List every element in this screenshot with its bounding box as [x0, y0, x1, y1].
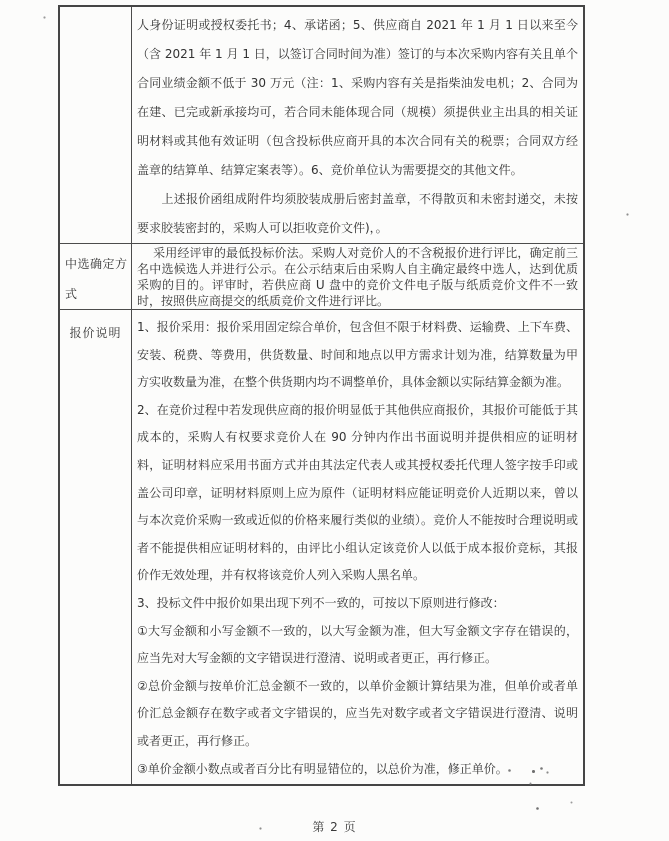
row-label-quotation-notes: 报价说明: [60, 310, 132, 784]
paragraph: 人身份证明或授权委托书；4、承诺函；5、供应商自 2021 年 1 月 1 日以来至今（含 2021 年 1 月 1 日，以签订合同时间为准）签订的与本次采购内容有关且单个合同业绩金额不低于 30 万元（注：1、采购内容有关是指柴油发电机；2、合同为在建、已完或新承接均可，若合同未能体现合同（规模）须提供业主出具的相关证明材料或其他有效证明（包含投标供应商开具的本次合同有关的税票；合同双方经盖章的结算单、结算定案表等）。6、竞价单位认为需要提交的其他文件。: [137, 18, 578, 177]
table-row-quotation-notes: [60, 310, 583, 784]
table-row-continuation: [60, 7, 583, 244]
paragraph: 1、报价采用：报价采用固定综合单价，包含但不限于材料费、运输费、上下车费、安装、税费、等费用，供货数量、时间和地点以甲方需求计划为准，结算数量为甲方实收数量为准，在整个供货期内均不调整单价，具体金额以实际结算金额为准。: [137, 320, 578, 390]
page-number-footer: 第 2 页: [312, 820, 357, 834]
paragraph: ①大写金额和小写金额不一致的，以大写金额为准，但大写金额文字存在错误的，应当先对大写金额的文字错误进行澄清、说明或者更正，再行修正。: [137, 623, 578, 666]
paragraph: 2、在竞价过程中若发现供应商的报价明显低于其他供应商报价，其报价可能低于其成本的，采购人有权要求竞价人在 90 分钟内作出书面说明并提供相应的证明材料，证明材料应采用书面方式并由其法定代表人或其授权委托代理人签字按手印或盖公司印章，证明材料原则上应为原件（证明材料应能证明竞价人近期以来，曾以与本次竞价采购一致或近似的价格来履行类似的业绩）。竞价人不能按时合理说明或者不能提供相应证明材料的，由评比小组认定该竞价人以低于成本报价竞标，其报价作无效处理，并有权将该竞价人列入采购人黑名单。: [137, 402, 578, 583]
paragraph: ②总价金额与按单价汇总金额不一致的，以单价金额计算结果为准，但单价或者单价汇总金额存在数字或者文字错误的，应当先对数字或者文字错误进行澄清、说明或者更正，再行修正。: [137, 678, 578, 748]
table-row-winner-determination: [60, 244, 583, 310]
scan-noise-specks: [0, 0, 1, 1]
winner-determination-content-cell: [132, 244, 583, 309]
paragraph: 上述报价函组成附件均须胶装成册后密封盖章，不得散页和未密封递交，未按要求胶装密封的，采购人可以拒收竞价文件)，。: [137, 192, 578, 235]
paragraph: 采用经评审的最低投标价法。采购人对竞价人的不含税报价进行评比，确定前三名中选候选人并进行公示。在公示结束后由采购人自主确定最终中选人，达到优质采购的目的。评审时，若供应商 U 盘中的竞价文件电子版与纸质竞价文件不一致时，按照供应商提交的纸质竞价文件进行评比。: [137, 246, 578, 308]
continuation-content-cell: [132, 7, 583, 243]
quotation-notes-content-cell: [132, 310, 583, 784]
row-label-cell-empty: [60, 7, 132, 243]
bidding-terms-table: [58, 5, 585, 786]
paragraph: 3、投标文件中报价如果出现下列不一致的，可按以下原则进行修改：: [137, 595, 505, 610]
row-label-winner-determination: 中选确定方式: [60, 244, 132, 309]
paragraph: ③单价金额小数点或者百分比有明显错位的，以总价为准，修正单价。: [137, 761, 508, 776]
